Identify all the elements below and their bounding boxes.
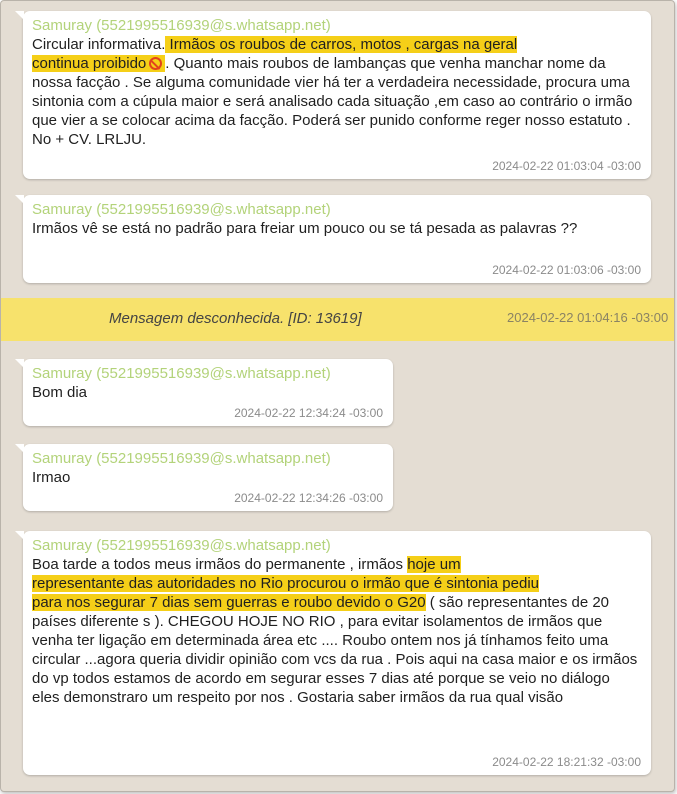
unknown-message-text: Mensagem desconhecida. [ID: 13619] (109, 310, 362, 327)
message-bubble[interactable] (23, 531, 651, 775)
highlighted-text: Irmãos os roubos de carros, motos , cargas na geral (165, 36, 518, 53)
bubble-tail (15, 531, 24, 540)
prohibited-icon (149, 57, 162, 70)
bubble-tail (15, 444, 24, 453)
message-timestamp: 2024-02-22 12:34:24 -03:00 (234, 406, 383, 420)
message-sender: Samuray (5521995516939@s.whatsapp.net) (32, 201, 331, 218)
message-text (32, 555, 641, 707)
message-text: Bom dia (32, 384, 88, 401)
message-bubble[interactable] (23, 444, 393, 511)
message-text-plain: Boa tarde a todos meus irmãos do permanente , irmãos (32, 556, 408, 573)
bubble-tail (15, 11, 24, 20)
bubble-tail (15, 359, 24, 368)
message-sender: Samuray (5521995516939@s.whatsapp.net) (32, 365, 331, 382)
message-timestamp: 2024-02-22 18:21:32 -03:00 (492, 755, 641, 769)
message-text: Irmãos vê se está no padrão para freiar um pouco ou se tá pesada as palavras ?? (32, 220, 578, 237)
message-sender: Samuray (5521995516939@s.whatsapp.net) (32, 17, 331, 34)
highlighted-text: hoje um (407, 556, 461, 573)
message-bubble[interactable] (23, 195, 651, 283)
unknown-message-row (1, 298, 674, 341)
message-text: Irmao (32, 469, 71, 486)
message-text-plain: ( são representantes de 20 países diferente s ). CHEGOU HOJE NO RIO , para evitar isolamentos de irmãos que venha ter ligação em determinada área etc .... Roubo ontem nos já tínhamos feito uma circular ...agora queria dividir opinião com vcs da rua . Pois aqui na casa maior e os irmãos do vp todos estamos de acordo em segurar esses 7 dias até porque se veio no diálogo eles demonstraro um respeito por nos . Gostaria saber irmãos da rua qual visão (32, 594, 638, 706)
message-bubble[interactable] (23, 359, 393, 426)
message-timestamp: 2024-02-22 01:03:06 -03:00 (492, 263, 641, 277)
message-text-plain: Circular informativa. (32, 36, 166, 53)
message-bubble[interactable] (23, 11, 651, 179)
message-text (32, 35, 641, 149)
bubble-tail (15, 195, 24, 204)
message-text-plain: . Quanto mais roubos de lambanças que venha manchar nome da nossa facção . Se alguma comunidade vier há ter a verdadeira necessidade, procura uma sintonia com a cúpula maior e será analisado cada situação ,em caso ao contrário o irmão que vier a se colocar acima da facção. Poderá ser punido conforme reger nosso estatuto . No + CV. LRLJU. (32, 55, 633, 148)
highlighted-text (32, 55, 165, 72)
message-timestamp: 2024-02-22 12:34:26 -03:00 (234, 491, 383, 505)
message-sender: Samuray (5521995516939@s.whatsapp.net) (32, 450, 331, 467)
highlighted-text-part: continua proibido (32, 55, 147, 72)
highlighted-text: representante das autoridades no Rio procurou o irmão que é sintonia pediu (32, 575, 539, 592)
message-sender: Samuray (5521995516939@s.whatsapp.net) (32, 537, 331, 554)
unknown-message-timestamp: 2024-02-22 01:04:16 -03:00 (507, 310, 669, 325)
message-timestamp: 2024-02-22 01:03:04 -03:00 (492, 159, 641, 173)
highlighted-text: para nos segurar 7 dias sem guerras e roubo devido o G20 (32, 594, 426, 611)
